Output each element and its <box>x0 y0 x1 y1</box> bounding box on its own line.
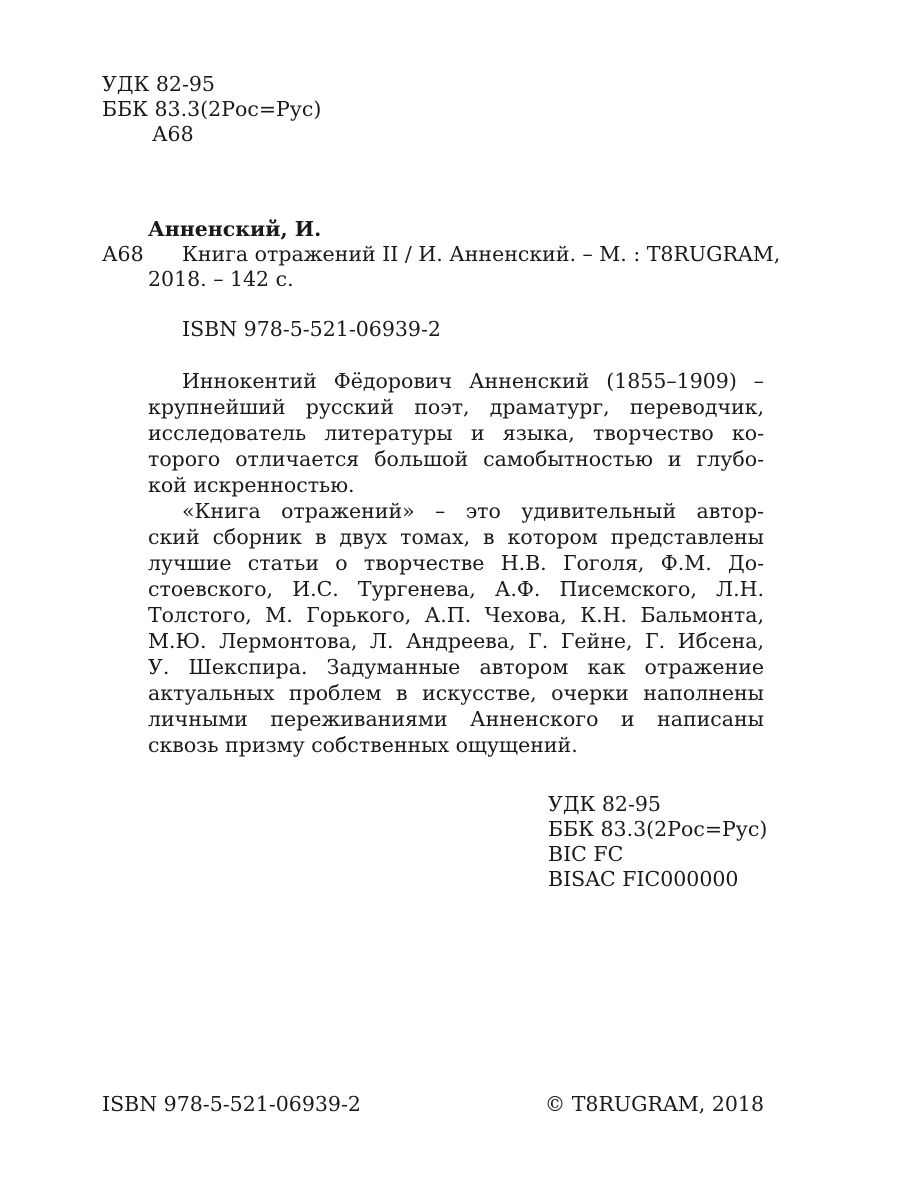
classification-udk: УДК 82-95 <box>548 792 661 816</box>
header-udk: УДК 82-95 <box>102 72 215 96</box>
annotation-p2-line: лучшие статьи о творчестве Н.В. Гоголя, Ф.М. До- <box>148 551 764 575</box>
record-title-line-1: Книга отражений II / И. Анненский. – М. : T8RUGRAM, <box>182 242 781 266</box>
annotation-p2-line: Толстого, М. Горького, А.П. Чехова, К.Н. Бальмонта, <box>148 603 764 627</box>
record-author: Анненский, И. <box>148 217 322 241</box>
annotation-p1-line: крупнейший русский поэт, драматург, переводчик, <box>148 395 764 419</box>
annotation-p2-line: У. Шекспира. Задуманные автором как отражение <box>148 655 764 679</box>
annotation-p2-line: сквозь призму собственных ощущений. <box>148 733 578 757</box>
annotation-p2-line: стоевского, И.С. Тургенева, А.Ф. Писемского, Л.Н. <box>148 577 764 601</box>
record-title-line-2: 2018. – 142 с. <box>148 267 294 291</box>
header-bbk: ББК 83.3(2Рос=Рус) <box>102 97 322 121</box>
classification-bbk: ББК 83.3(2Рос=Рус) <box>548 817 768 841</box>
header-author-sign: А68 <box>152 122 194 146</box>
annotation-p1-line: торого отличается большой самобытностью и глубо- <box>148 447 764 471</box>
classification-bisac: BISAC FIC000000 <box>548 867 739 891</box>
annotation-p1-line: кой искренностью. <box>148 473 355 497</box>
annotation-p2-line: «Книга отражений» – это удивительный автор- <box>182 499 764 523</box>
annotation-p2-line: актуальных проблем в искусстве, очерки наполнены <box>148 681 764 705</box>
record-isbn: ISBN 978-5-521-06939-2 <box>182 317 441 341</box>
annotation-p1-line: исследователь литературы и языка, творчество ко- <box>148 421 764 445</box>
annotation-p1-line: Иннокентий Фёдорович Анненский (1855–1909) – <box>182 369 764 393</box>
footer-copyright: © T8RUGRAM, 2018 <box>544 1092 764 1116</box>
annotation-p2-line: личными переживаниями Анненского и написаны <box>148 707 764 731</box>
footer-isbn: ISBN 978-5-521-06939-2 <box>102 1092 361 1116</box>
classification-bic: BIC FC <box>548 842 624 866</box>
annotation-p2-line: ский сборник в двух томах, в котором представлены <box>148 525 764 549</box>
annotation-p2-line: М.Ю. Лермонтова, Л. Андреева, Г. Гейне, Г. Ибсена, <box>148 629 764 653</box>
record-author-sign: А68 <box>102 242 144 266</box>
